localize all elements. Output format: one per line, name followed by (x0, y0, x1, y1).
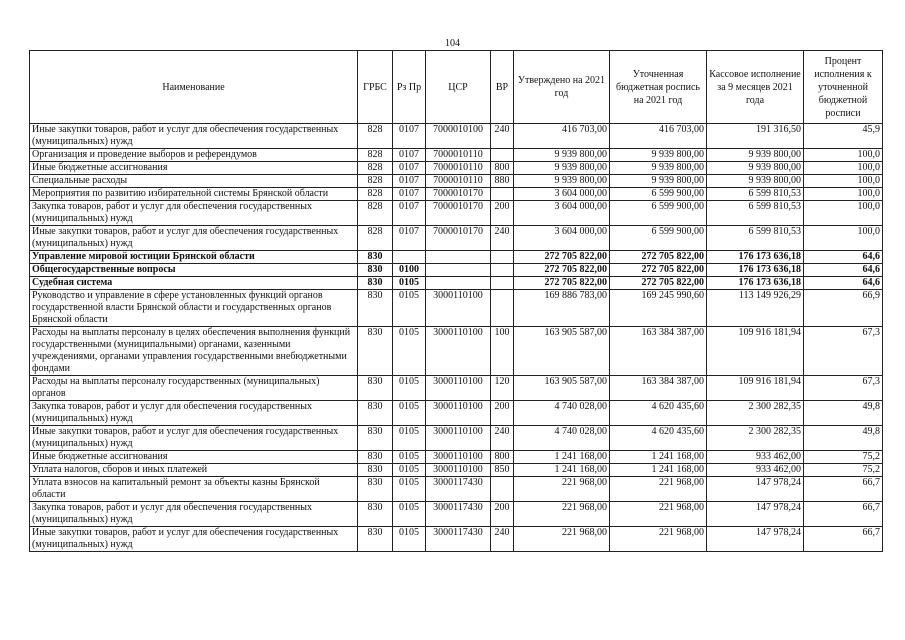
cell-csr: 7000010110 (426, 162, 491, 175)
cell-grbs: 828 (358, 124, 393, 149)
table-row (30, 290, 883, 327)
cell-approved: 4 740 028,00 (514, 426, 610, 451)
cell-cash: 9 939 800,00 (707, 149, 804, 162)
cell-refined: 416 703,00 (610, 124, 707, 149)
cell-cash: 176 173 636,18 (707, 277, 804, 290)
header-cash: Кассовое исполнение за 9 месяцев 2021 года (707, 51, 804, 124)
cell-name: Иные закупки товаров, работ и услуг для обеспечения государственных (муниципальных) нужд (30, 124, 358, 149)
cell-name: Иные бюджетные ассигнования (30, 162, 358, 175)
cell-percent: 100,0 (804, 201, 883, 226)
cell-vr (491, 188, 514, 201)
cell-csr: 7000010110 (426, 149, 491, 162)
table-row (30, 451, 883, 464)
cell-name: Закупка товаров, работ и услуг для обеспечения государственных (муниципальных) нужд (30, 502, 358, 527)
cell-name: Уплата налогов, сборов и иных платежей (30, 464, 358, 477)
header-grbs: ГРБС (358, 51, 393, 124)
cell-percent: 100,0 (804, 175, 883, 188)
cell-refined: 272 705 822,00 (610, 251, 707, 264)
cell-refined: 4 620 435,60 (610, 401, 707, 426)
cell-vr (491, 290, 514, 327)
table-row (30, 426, 883, 451)
table-row (30, 327, 883, 376)
cell-refined: 1 241 168,00 (610, 451, 707, 464)
cell-csr: 3000110100 (426, 401, 491, 426)
cell-cash: 109 916 181,94 (707, 327, 804, 376)
cell-approved: 9 939 800,00 (514, 162, 610, 175)
cell-rzpr: 0105 (393, 401, 426, 426)
table-row (30, 175, 883, 188)
cell-grbs: 830 (358, 277, 393, 290)
cell-rzpr: 0105 (393, 376, 426, 401)
cell-refined: 272 705 822,00 (610, 277, 707, 290)
cell-refined: 221 968,00 (610, 502, 707, 527)
cell-refined: 221 968,00 (610, 527, 707, 552)
cell-name: Управление мировой юстиции Брянской области (30, 251, 358, 264)
cell-percent: 49,8 (804, 426, 883, 451)
cell-rzpr: 0107 (393, 201, 426, 226)
cell-csr: 3000110100 (426, 426, 491, 451)
cell-name: Иные закупки товаров, работ и услуг для обеспечения государственных (муниципальных) нужд (30, 426, 358, 451)
cell-vr (491, 477, 514, 502)
cell-rzpr: 0107 (393, 149, 426, 162)
cell-cash: 147 978,24 (707, 527, 804, 552)
cell-grbs: 828 (358, 226, 393, 251)
table-row (30, 188, 883, 201)
cell-vr: 100 (491, 327, 514, 376)
cell-name: Специальные расходы (30, 175, 358, 188)
cell-name: Расходы на выплаты персоналу в целях обеспечения выполнения функций государственными (муниципальными) органами, казенными учреждениями, органами управления государственными внебюджетными фондами (30, 327, 358, 376)
cell-name: Судебная система (30, 277, 358, 290)
table-row (30, 502, 883, 527)
cell-percent: 67,3 (804, 376, 883, 401)
cell-refined: 221 968,00 (610, 477, 707, 502)
cell-cash: 6 599 810,53 (707, 226, 804, 251)
cell-name: Иные бюджетные ассигнования (30, 451, 358, 464)
cell-approved: 416 703,00 (514, 124, 610, 149)
cell-rzpr: 0107 (393, 188, 426, 201)
table-row (30, 162, 883, 175)
cell-csr: 3000110100 (426, 290, 491, 327)
cell-csr: 7000010170 (426, 226, 491, 251)
cell-grbs: 830 (358, 464, 393, 477)
cell-csr: 3000110100 (426, 464, 491, 477)
cell-vr: 200 (491, 502, 514, 527)
table-row (30, 251, 883, 264)
cell-cash: 933 462,00 (707, 451, 804, 464)
cell-refined: 4 620 435,60 (610, 426, 707, 451)
cell-approved: 3 604 000,00 (514, 201, 610, 226)
cell-vr (491, 251, 514, 264)
cell-percent: 49,8 (804, 401, 883, 426)
cell-name: Иные закупки товаров, работ и услуг для обеспечения государственных (муниципальных) нужд (30, 226, 358, 251)
cell-csr (426, 251, 491, 264)
budget-execution-table (29, 50, 883, 552)
cell-refined: 163 384 387,00 (610, 327, 707, 376)
table-row (30, 277, 883, 290)
cell-rzpr (393, 251, 426, 264)
cell-csr: 3000110100 (426, 451, 491, 464)
cell-csr: 7000010170 (426, 201, 491, 226)
cell-percent: 100,0 (804, 226, 883, 251)
table-row (30, 226, 883, 251)
cell-cash: 176 173 636,18 (707, 264, 804, 277)
header-vr: ВР (491, 51, 514, 124)
cell-percent: 66,7 (804, 502, 883, 527)
table-body (30, 124, 883, 552)
cell-rzpr: 0107 (393, 124, 426, 149)
cell-percent: 100,0 (804, 162, 883, 175)
cell-refined: 1 241 168,00 (610, 464, 707, 477)
header-percent: Процент исполнения к уточненной бюджетной росписи (804, 51, 883, 124)
cell-approved: 9 939 800,00 (514, 175, 610, 188)
cell-rzpr: 0105 (393, 451, 426, 464)
cell-percent: 64,6 (804, 251, 883, 264)
cell-rzpr: 0107 (393, 162, 426, 175)
cell-grbs: 830 (358, 477, 393, 502)
cell-refined: 6 599 900,00 (610, 226, 707, 251)
cell-grbs: 830 (358, 264, 393, 277)
cell-name: Руководство и управление в сфере установленных функций органов государственной власти Брянской области и государственных органов Брянской области (30, 290, 358, 327)
header-approved: Утверждено на 2021 год (514, 51, 610, 124)
cell-grbs: 828 (358, 188, 393, 201)
cell-cash: 191 316,50 (707, 124, 804, 149)
table-row (30, 201, 883, 226)
cell-grbs: 830 (358, 290, 393, 327)
table-row (30, 264, 883, 277)
cell-approved: 163 905 587,00 (514, 376, 610, 401)
cell-grbs: 828 (358, 162, 393, 175)
cell-approved: 4 740 028,00 (514, 401, 610, 426)
cell-rzpr: 0105 (393, 527, 426, 552)
cell-csr: 3000117430 (426, 527, 491, 552)
table-header-row (30, 51, 883, 124)
cell-name: Закупка товаров, работ и услуг для обеспечения государственных (муниципальных) нужд (30, 401, 358, 426)
cell-rzpr: 0105 (393, 464, 426, 477)
cell-name: Общегосударственные вопросы (30, 264, 358, 277)
cell-rzpr: 0105 (393, 502, 426, 527)
cell-grbs: 828 (358, 175, 393, 188)
cell-approved: 1 241 168,00 (514, 464, 610, 477)
cell-grbs: 830 (358, 251, 393, 264)
cell-grbs: 830 (358, 451, 393, 464)
page-number: 104 (445, 38, 460, 49)
cell-vr: 800 (491, 451, 514, 464)
table-row (30, 477, 883, 502)
cell-vr: 240 (491, 426, 514, 451)
cell-percent: 100,0 (804, 188, 883, 201)
cell-cash: 933 462,00 (707, 464, 804, 477)
cell-grbs: 830 (358, 426, 393, 451)
cell-percent: 67,3 (804, 327, 883, 376)
cell-grbs: 830 (358, 502, 393, 527)
cell-vr: 200 (491, 201, 514, 226)
cell-approved: 163 905 587,00 (514, 327, 610, 376)
cell-refined: 9 939 800,00 (610, 162, 707, 175)
cell-vr: 120 (491, 376, 514, 401)
cell-name: Мероприятия по развитию избирательной системы Брянской области (30, 188, 358, 201)
cell-percent: 66,7 (804, 527, 883, 552)
cell-approved: 221 968,00 (514, 477, 610, 502)
cell-grbs: 830 (358, 527, 393, 552)
cell-percent: 45,9 (804, 124, 883, 149)
cell-approved: 3 604 000,00 (514, 188, 610, 201)
cell-grbs: 830 (358, 376, 393, 401)
cell-approved: 272 705 822,00 (514, 251, 610, 264)
cell-percent: 100,0 (804, 149, 883, 162)
cell-rzpr: 0107 (393, 226, 426, 251)
table-row (30, 401, 883, 426)
cell-name: Организация и проведение выборов и референдумов (30, 149, 358, 162)
cell-approved: 3 604 000,00 (514, 226, 610, 251)
cell-cash: 2 300 282,35 (707, 401, 804, 426)
header-name: Наименование (30, 51, 358, 124)
cell-refined: 9 939 800,00 (610, 149, 707, 162)
cell-grbs: 828 (358, 149, 393, 162)
cell-rzpr: 0100 (393, 264, 426, 277)
cell-csr: 3000110100 (426, 376, 491, 401)
cell-csr (426, 264, 491, 277)
cell-grbs: 830 (358, 327, 393, 376)
cell-vr: 240 (491, 226, 514, 251)
cell-cash: 6 599 810,53 (707, 201, 804, 226)
header-csr: ЦСР (426, 51, 491, 124)
cell-refined: 6 599 900,00 (610, 201, 707, 226)
cell-vr (491, 264, 514, 277)
cell-percent: 75,2 (804, 451, 883, 464)
cell-approved: 1 241 168,00 (514, 451, 610, 464)
cell-vr: 240 (491, 527, 514, 552)
table-row (30, 149, 883, 162)
cell-percent: 64,6 (804, 264, 883, 277)
cell-percent: 66,9 (804, 290, 883, 327)
cell-approved: 221 968,00 (514, 502, 610, 527)
cell-cash: 6 599 810,53 (707, 188, 804, 201)
cell-rzpr: 0105 (393, 477, 426, 502)
cell-grbs: 828 (358, 201, 393, 226)
cell-rzpr: 0107 (393, 175, 426, 188)
cell-refined: 6 599 900,00 (610, 188, 707, 201)
cell-csr (426, 277, 491, 290)
table-row (30, 124, 883, 149)
cell-approved: 169 886 783,00 (514, 290, 610, 327)
table-row (30, 464, 883, 477)
cell-approved: 221 968,00 (514, 527, 610, 552)
cell-vr (491, 149, 514, 162)
cell-vr (491, 277, 514, 290)
cell-cash: 109 916 181,94 (707, 376, 804, 401)
table-row (30, 527, 883, 552)
cell-vr: 200 (491, 401, 514, 426)
cell-rzpr: 0105 (393, 327, 426, 376)
table-row (30, 376, 883, 401)
cell-refined: 163 384 387,00 (610, 376, 707, 401)
cell-refined: 9 939 800,00 (610, 175, 707, 188)
cell-csr: 7000010100 (426, 124, 491, 149)
cell-percent: 66,7 (804, 477, 883, 502)
cell-grbs: 830 (358, 401, 393, 426)
cell-rzpr: 0105 (393, 290, 426, 327)
cell-cash: 2 300 282,35 (707, 426, 804, 451)
cell-percent: 75,2 (804, 464, 883, 477)
cell-approved: 272 705 822,00 (514, 277, 610, 290)
cell-csr: 7000010170 (426, 188, 491, 201)
header-refined: Уточненная бюджетная роспись на 2021 год (610, 51, 707, 124)
cell-cash: 9 939 800,00 (707, 162, 804, 175)
cell-refined: 169 245 990,60 (610, 290, 707, 327)
header-rzpr: Рз Пр (393, 51, 426, 124)
cell-cash: 9 939 800,00 (707, 175, 804, 188)
cell-approved: 272 705 822,00 (514, 264, 610, 277)
cell-cash: 147 978,24 (707, 477, 804, 502)
cell-vr: 240 (491, 124, 514, 149)
cell-csr: 3000117430 (426, 477, 491, 502)
cell-percent: 64,6 (804, 277, 883, 290)
cell-approved: 9 939 800,00 (514, 149, 610, 162)
cell-refined: 272 705 822,00 (610, 264, 707, 277)
cell-csr: 7000010110 (426, 175, 491, 188)
cell-name: Иные закупки товаров, работ и услуг для обеспечения государственных (муниципальных) нужд (30, 527, 358, 552)
cell-vr: 880 (491, 175, 514, 188)
cell-cash: 176 173 636,18 (707, 251, 804, 264)
cell-csr: 3000117430 (426, 502, 491, 527)
cell-cash: 147 978,24 (707, 502, 804, 527)
cell-vr: 800 (491, 162, 514, 175)
cell-cash: 113 149 926,29 (707, 290, 804, 327)
cell-csr: 3000110100 (426, 327, 491, 376)
cell-name: Закупка товаров, работ и услуг для обеспечения государственных (муниципальных) нужд (30, 201, 358, 226)
cell-name: Расходы на выплаты персоналу государственных (муниципальных) органов (30, 376, 358, 401)
cell-vr: 850 (491, 464, 514, 477)
cell-rzpr: 0105 (393, 277, 426, 290)
cell-rzpr: 0105 (393, 426, 426, 451)
cell-name: Уплата взносов на капитальный ремонт за объекты казны Брянской области (30, 477, 358, 502)
